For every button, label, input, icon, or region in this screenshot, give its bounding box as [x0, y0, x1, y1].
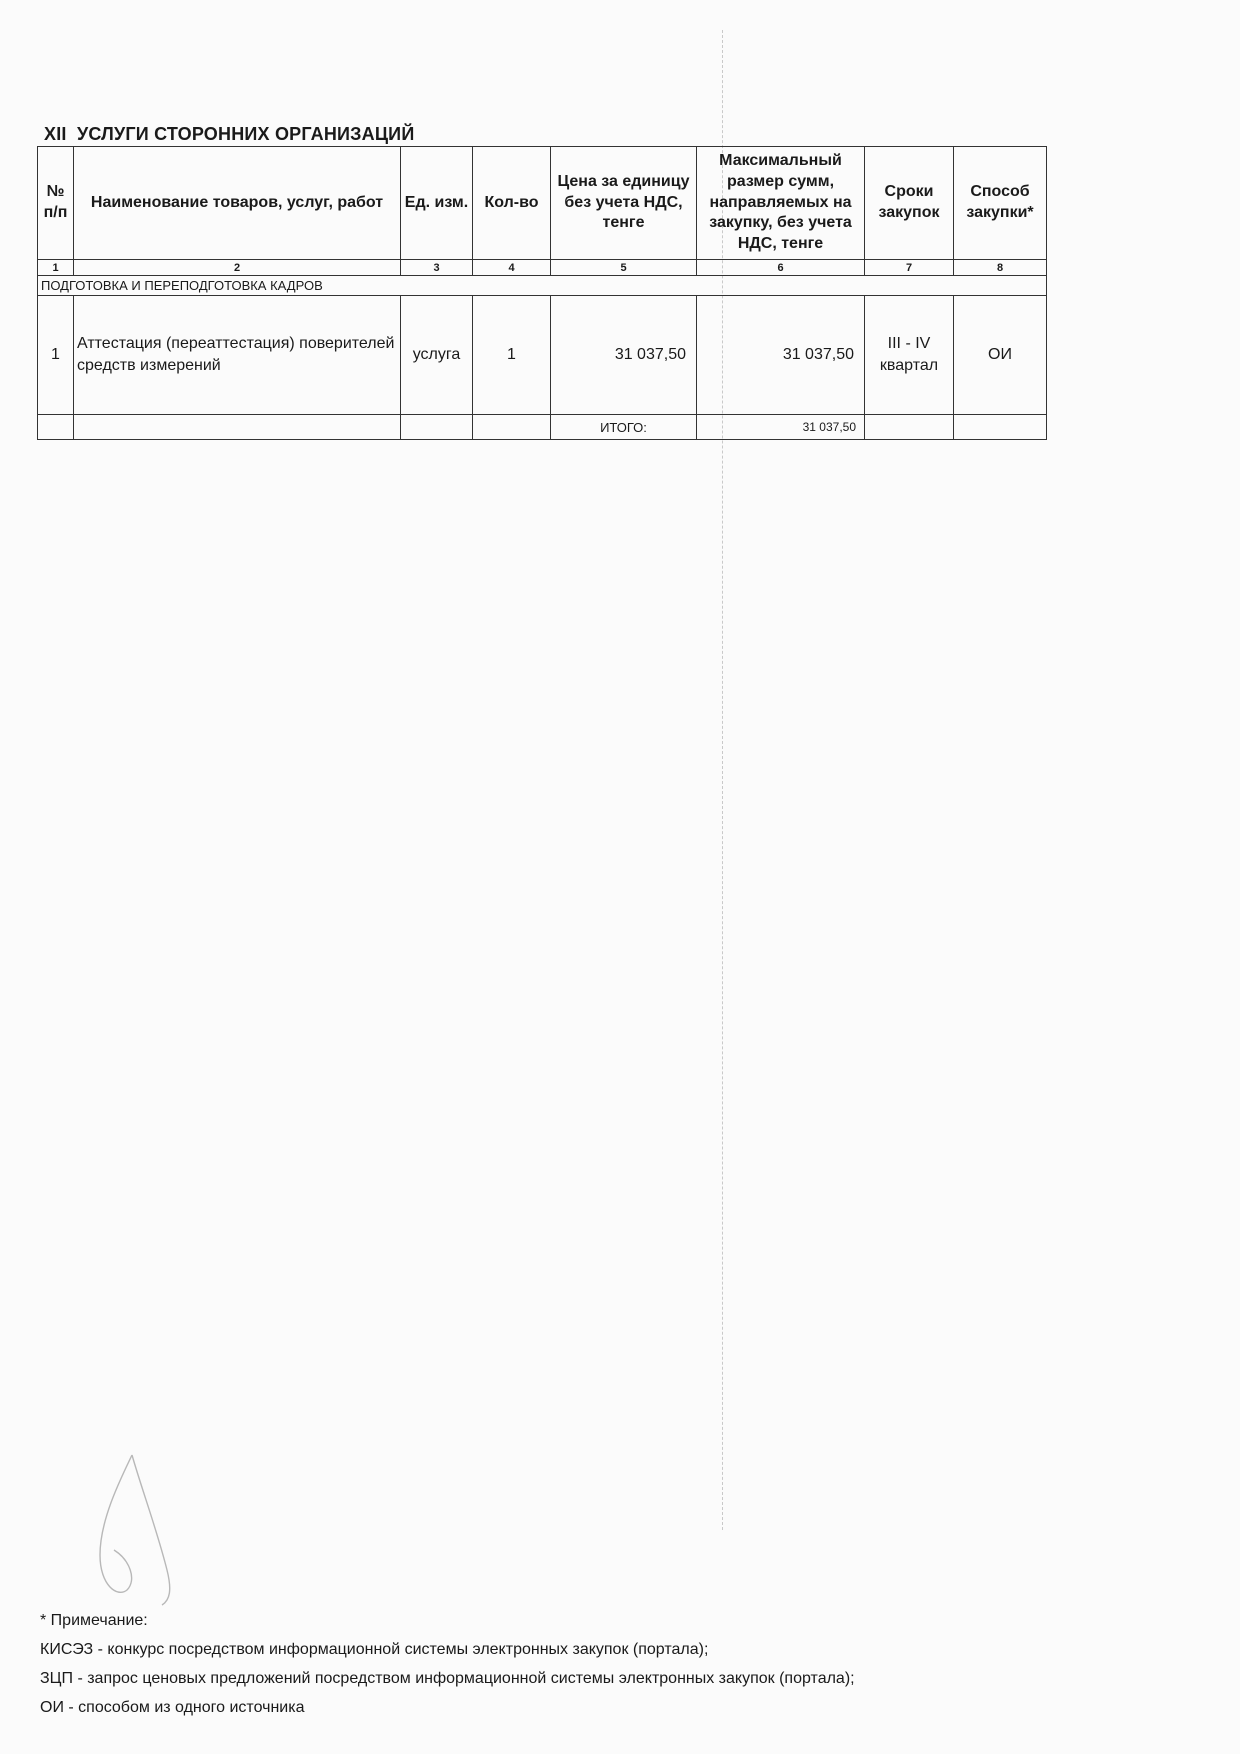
category-row: [38, 276, 1047, 296]
cell-period-text: III - IV квартал: [879, 335, 939, 374]
total-row: [38, 415, 1047, 440]
cell-qty: 1: [473, 296, 551, 415]
header-qty: Кол-во: [473, 147, 551, 260]
cell-no: 1: [38, 296, 74, 415]
section-title-text: УСЛУГИ СТОРОННИХ ОРГАНИЗАЦИЙ: [77, 124, 415, 144]
header-price: Цена за единицу без учета НДС, тенге: [551, 147, 697, 260]
header-unit: Ед. изм.: [401, 147, 473, 260]
cell-price: 31 037,50: [551, 296, 697, 415]
cell-name: Аттестация (переаттестация) поверителей средств измерений: [74, 296, 401, 415]
column-number: 4: [473, 260, 551, 276]
total-empty-cell: [401, 415, 473, 440]
total-empty-cell: [74, 415, 401, 440]
header-sum: Максимальный размер сумм, направляемых на закупку, без учета НДС, тенге: [697, 147, 865, 260]
table-row: [38, 296, 1047, 415]
column-number: 7: [865, 260, 954, 276]
total-empty-cell: [865, 415, 954, 440]
note-line: КИСЭЗ - конкурс посредством информационной системы электронных закупок (портала);: [40, 1641, 709, 1658]
cell-unit: услуга: [401, 296, 473, 415]
notes-block: [40, 1606, 855, 1722]
cell-period: [865, 296, 954, 415]
category-label: ПОДГОТОВКА И ПЕРЕПОДГОТОВКА КАДРОВ: [38, 276, 1047, 296]
total-value: 31 037,50: [697, 415, 865, 440]
column-number-row: [38, 260, 1047, 276]
column-number: 5: [551, 260, 697, 276]
note-line: ЗЦП - запрос ценовых предложений посредством информационной системы электронных закупок (портала);: [40, 1670, 855, 1687]
column-number: 2: [74, 260, 401, 276]
header-no: № п/п: [38, 147, 74, 260]
total-label: ИТОГО:: [551, 415, 697, 440]
header-name: Наименование товаров, услуг, работ: [74, 147, 401, 260]
total-empty-cell: [473, 415, 551, 440]
header-method: Способ закупки*: [954, 147, 1047, 260]
procurement-table: [37, 146, 1047, 440]
section-number: XII: [44, 124, 67, 144]
cell-method: ОИ: [954, 296, 1047, 415]
column-number: 8: [954, 260, 1047, 276]
column-number: 1: [38, 260, 74, 276]
section-title: [44, 124, 414, 145]
column-number: 6: [697, 260, 865, 276]
cell-sum: 31 037,50: [697, 296, 865, 415]
total-empty-cell: [38, 415, 74, 440]
column-number: 3: [401, 260, 473, 276]
header-row: [38, 147, 1047, 260]
notes-title: * Примечание:: [40, 1612, 148, 1629]
total-empty-cell: [954, 415, 1047, 440]
note-line: ОИ - способом из одного источника: [40, 1699, 305, 1716]
handwritten-signature: [92, 1450, 192, 1610]
header-period: Сроки закупок: [865, 147, 954, 260]
